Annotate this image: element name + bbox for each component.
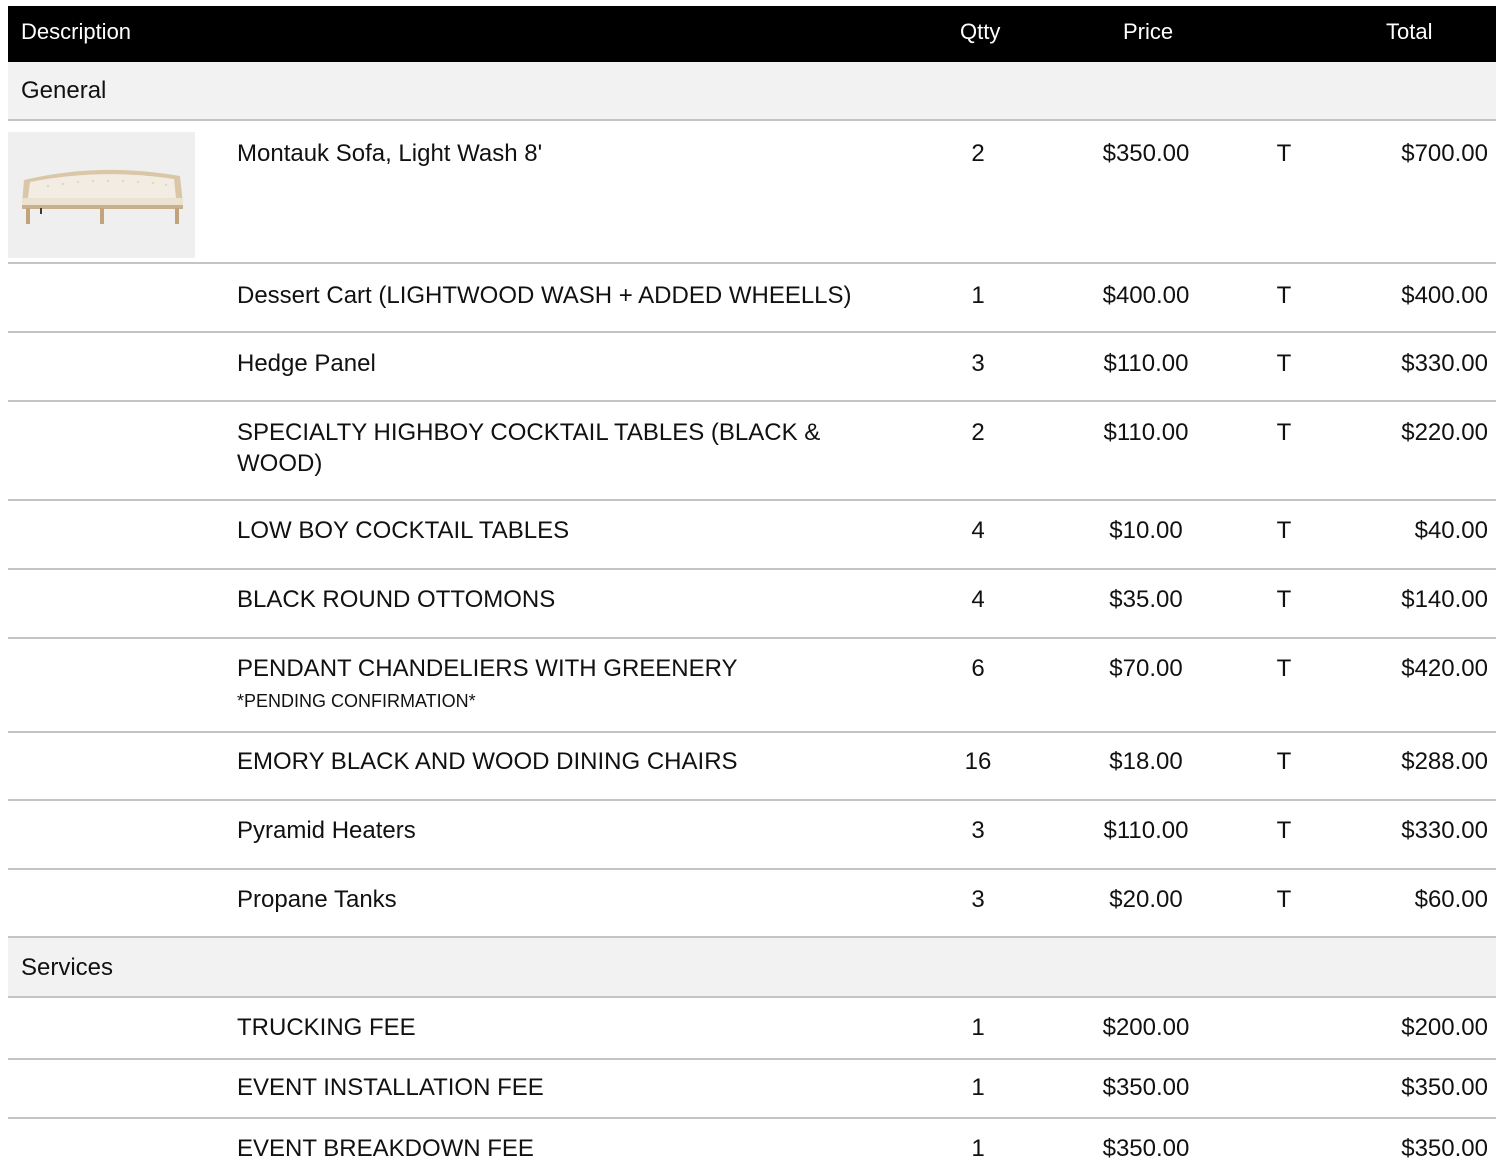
- item-tax: T: [1276, 282, 1292, 309]
- item-total: $200.00: [1401, 1014, 1488, 1041]
- line-item: [8, 639, 1496, 731]
- item-tax: T: [1276, 817, 1292, 844]
- item-price: $350.00: [1102, 140, 1190, 167]
- item-qty: 1: [971, 282, 985, 309]
- item-qty: 3: [971, 350, 985, 377]
- item-description: SPECIALTY HIGHBOY COCKTAIL TABLES (BLACK & WOOD): [237, 419, 821, 477]
- item-description: EMORY BLACK AND WOOD DINING CHAIRS: [237, 748, 738, 775]
- section-services: Services: [8, 938, 1496, 997]
- item-total: $420.00: [1401, 655, 1488, 682]
- item-qty: 2: [971, 419, 985, 446]
- item-qty: 1: [971, 1135, 985, 1162]
- item-description: Propane Tanks: [237, 886, 397, 913]
- item-qty: 2: [971, 140, 985, 167]
- item-price: $10.00: [1109, 517, 1183, 544]
- item-total: $288.00: [1401, 748, 1488, 775]
- item-price: $70.00: [1109, 655, 1183, 682]
- line-item: [8, 1119, 1496, 1162]
- item-description: Pyramid Heaters: [237, 817, 416, 844]
- item-price: $350.00: [1102, 1074, 1190, 1101]
- item-qty: 3: [971, 886, 985, 913]
- item-tax: T: [1276, 748, 1292, 775]
- item-note: *PENDING CONFIRMATION*: [237, 691, 476, 711]
- line-item: [8, 121, 1496, 262]
- line-item: [8, 570, 1496, 637]
- line-item: [8, 870, 1496, 936]
- item-description: Hedge Panel: [237, 350, 376, 377]
- item-description: Dessert Cart (LIGHTWOOD WASH + ADDED WHEELLS): [237, 282, 852, 309]
- item-description: LOW BOY COCKTAIL TABLES: [237, 517, 570, 544]
- sofa-image: [8, 132, 195, 258]
- item-qty: 1: [971, 1074, 985, 1101]
- item-qty: 3: [971, 817, 985, 844]
- item-tax: T: [1276, 655, 1292, 682]
- item-description: PENDANT CHANDELIERS WITH GREENERY: [237, 655, 738, 682]
- item-tax: T: [1276, 586, 1292, 613]
- item-qty: 4: [971, 517, 985, 544]
- item-tax: T: [1276, 140, 1292, 167]
- item-description: EVENT INSTALLATION FEE: [237, 1074, 544, 1101]
- item-tax: T: [1276, 517, 1292, 544]
- item-price: $200.00: [1102, 1014, 1190, 1041]
- item-price: $110.00: [1103, 817, 1189, 844]
- line-item: [8, 733, 1496, 800]
- item-qty: 6: [971, 655, 985, 682]
- header-total: Total: [1386, 19, 1433, 44]
- line-item: [8, 1060, 1496, 1118]
- item-description-block: [237, 653, 887, 712]
- item-qty: 4: [971, 586, 985, 613]
- item-total: $350.00: [1401, 1135, 1488, 1162]
- item-total: $220.00: [1401, 419, 1488, 446]
- header-description: Description: [21, 19, 132, 44]
- item-total: $330.00: [1401, 350, 1488, 377]
- line-item: [8, 333, 1496, 400]
- line-item: [8, 998, 1496, 1058]
- line-item: [8, 264, 1496, 331]
- table-header: [8, 6, 1496, 62]
- item-qty: 1: [971, 1014, 985, 1041]
- item-description: BLACK ROUND OTTOMONS: [237, 586, 556, 613]
- item-price: $350.00: [1102, 1135, 1190, 1162]
- item-description: EVENT BREAKDOWN FEE: [237, 1135, 534, 1162]
- item-price: $20.00: [1109, 886, 1183, 913]
- header-qty: Qtty: [960, 19, 1001, 44]
- item-price: $18.00: [1109, 748, 1183, 775]
- item-description: TRUCKING FEE: [237, 1014, 416, 1041]
- section-general: General: [8, 62, 1496, 120]
- item-price: $400.00: [1102, 282, 1190, 309]
- item-tax: T: [1276, 350, 1292, 377]
- item-total: $60.00: [1414, 886, 1488, 913]
- line-item: [8, 402, 1496, 499]
- item-total: $350.00: [1401, 1074, 1488, 1101]
- item-price: $110.00: [1103, 350, 1189, 377]
- item-total: $400.00: [1401, 282, 1488, 309]
- item-tax: T: [1276, 886, 1292, 913]
- item-total: $700.00: [1401, 140, 1488, 167]
- header-price: Price: [1123, 19, 1174, 44]
- item-price: $110.00: [1103, 419, 1189, 446]
- item-qty: 16: [964, 748, 992, 775]
- line-item: [8, 801, 1496, 868]
- item-description: Montauk Sofa, Light Wash 8': [237, 140, 543, 167]
- item-tax: T: [1276, 419, 1292, 446]
- line-item: [8, 501, 1496, 568]
- item-total: $40.00: [1414, 517, 1488, 544]
- item-price: $35.00: [1109, 586, 1183, 613]
- item-total: $330.00: [1401, 817, 1488, 844]
- item-total: $140.00: [1401, 586, 1488, 613]
